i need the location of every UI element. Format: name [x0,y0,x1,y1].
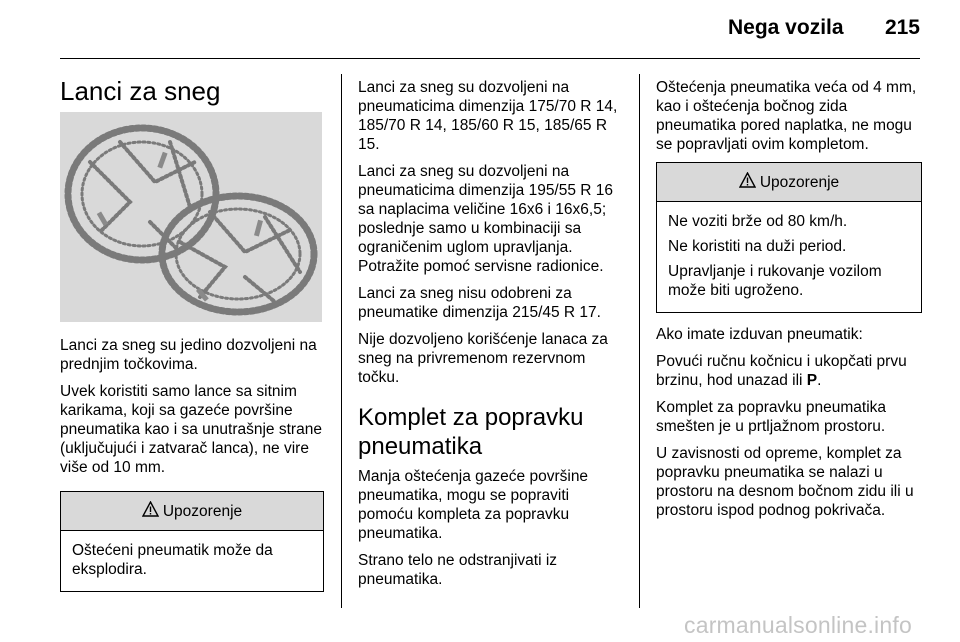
warning-body [657,202,921,312]
warning-item: Ne koristiti na duži period. [668,238,847,255]
paragraph [656,352,922,390]
paragraph: Komplet za popravku pneumatika smešten je u prtljažnom prostoru. [656,399,887,435]
heading-snow-chains: Lanci za sneg [60,76,221,106]
warning-box [656,162,922,313]
paragraph: Uvek koristiti samo lance sa sitnim karikama, koji sa gazeće površine pneumatika kao i sa unutrašnje strane (uključujući i zatvarač lanca), ne vire više od 10 mm. [60,383,322,476]
warning-header [61,492,323,531]
warning-body [61,531,323,591]
column-3 [656,78,922,528]
warning-text: Oštećeni pneumatik može da eksplodira. [72,542,273,578]
warning-item: Ne voziti brže od 80 km/h. [668,213,848,230]
warning-triangle-icon [142,501,159,522]
paragraph: Ako imate izduvan pneumatik: [656,326,863,343]
paragraph: Lanci za sneg nisu odobreni za pneumatike dimenzija 215/45 R 17. [358,285,601,321]
paragraph: Lanci za sneg su dozvoljeni na pneumaticima dimenzija 195/55 R 16 sa naplacima veličine 16x6 i 16x6,5; poslednje samo u kombinaciji sa ograničenim uglom upravljanja. Potražite pomoć servisne radionice. [358,163,614,275]
warning-header [657,163,921,202]
paragraph: Strano telo ne odstranjivati iz pneumatika. [358,552,558,588]
warning-item: Upravljanje i rukovanje vozilom može biti ugroženo. [668,263,882,299]
column-2 [358,78,624,597]
warning-box [60,491,324,592]
column-divider-1 [341,74,342,608]
paragraph: Lanci za sneg su dozvoljeni na pneumaticima dimenzija 175/70 R 14, 185/70 R 14, 185/60 R 15, 185/65 R 15. [358,79,618,153]
paragraph: Oštećenja pneumatika veća od 4 mm, kao i oštećenja bočnog zida pneumatika pored naplatka, ne mogu se popravljati ovim kompletom. [656,79,917,153]
section-title: Nega vozila [728,16,844,39]
paragraph: U zavisnosti od opreme, komplet za popravku pneumatika se nalazi u prostoru na desnom bočnom zidu ili u prostoru ispod podnog pokrivača. [656,445,914,519]
page-number: 215 [884,16,920,39]
watermark: carmanualsonline.info [684,612,912,638]
paragraph: Manja oštećenja gazeće površine pneumatika, mogu se popraviti pomoću kompleta za popravku pneumatika. [358,468,589,542]
snow-chains-icon [60,112,322,322]
column-1 [60,76,324,592]
paragraph-end: . [817,372,822,389]
paragraph-text: Povući ručnu kočnicu i ukopčati prvu brzinu, hod unazad ili [656,353,907,389]
header-divider [60,58,920,59]
gear-position-p: P [806,372,818,389]
warning-title: Upozorenje [759,173,840,191]
warning-title: Upozorenje [162,502,243,520]
column-divider-2 [639,74,640,608]
heading-repair-kit: Komplet za popravku pneumatika [358,404,584,460]
warning-triangle-icon [739,172,756,193]
paragraph: Nije dozvoljeno korišćenje lanaca za sneg na privremenom rezervnom točku. [358,331,608,386]
snow-chains-illustration [60,112,322,322]
paragraph: Lanci za sneg su jedino dozvoljeni na prednjim točkovima. [60,337,317,373]
